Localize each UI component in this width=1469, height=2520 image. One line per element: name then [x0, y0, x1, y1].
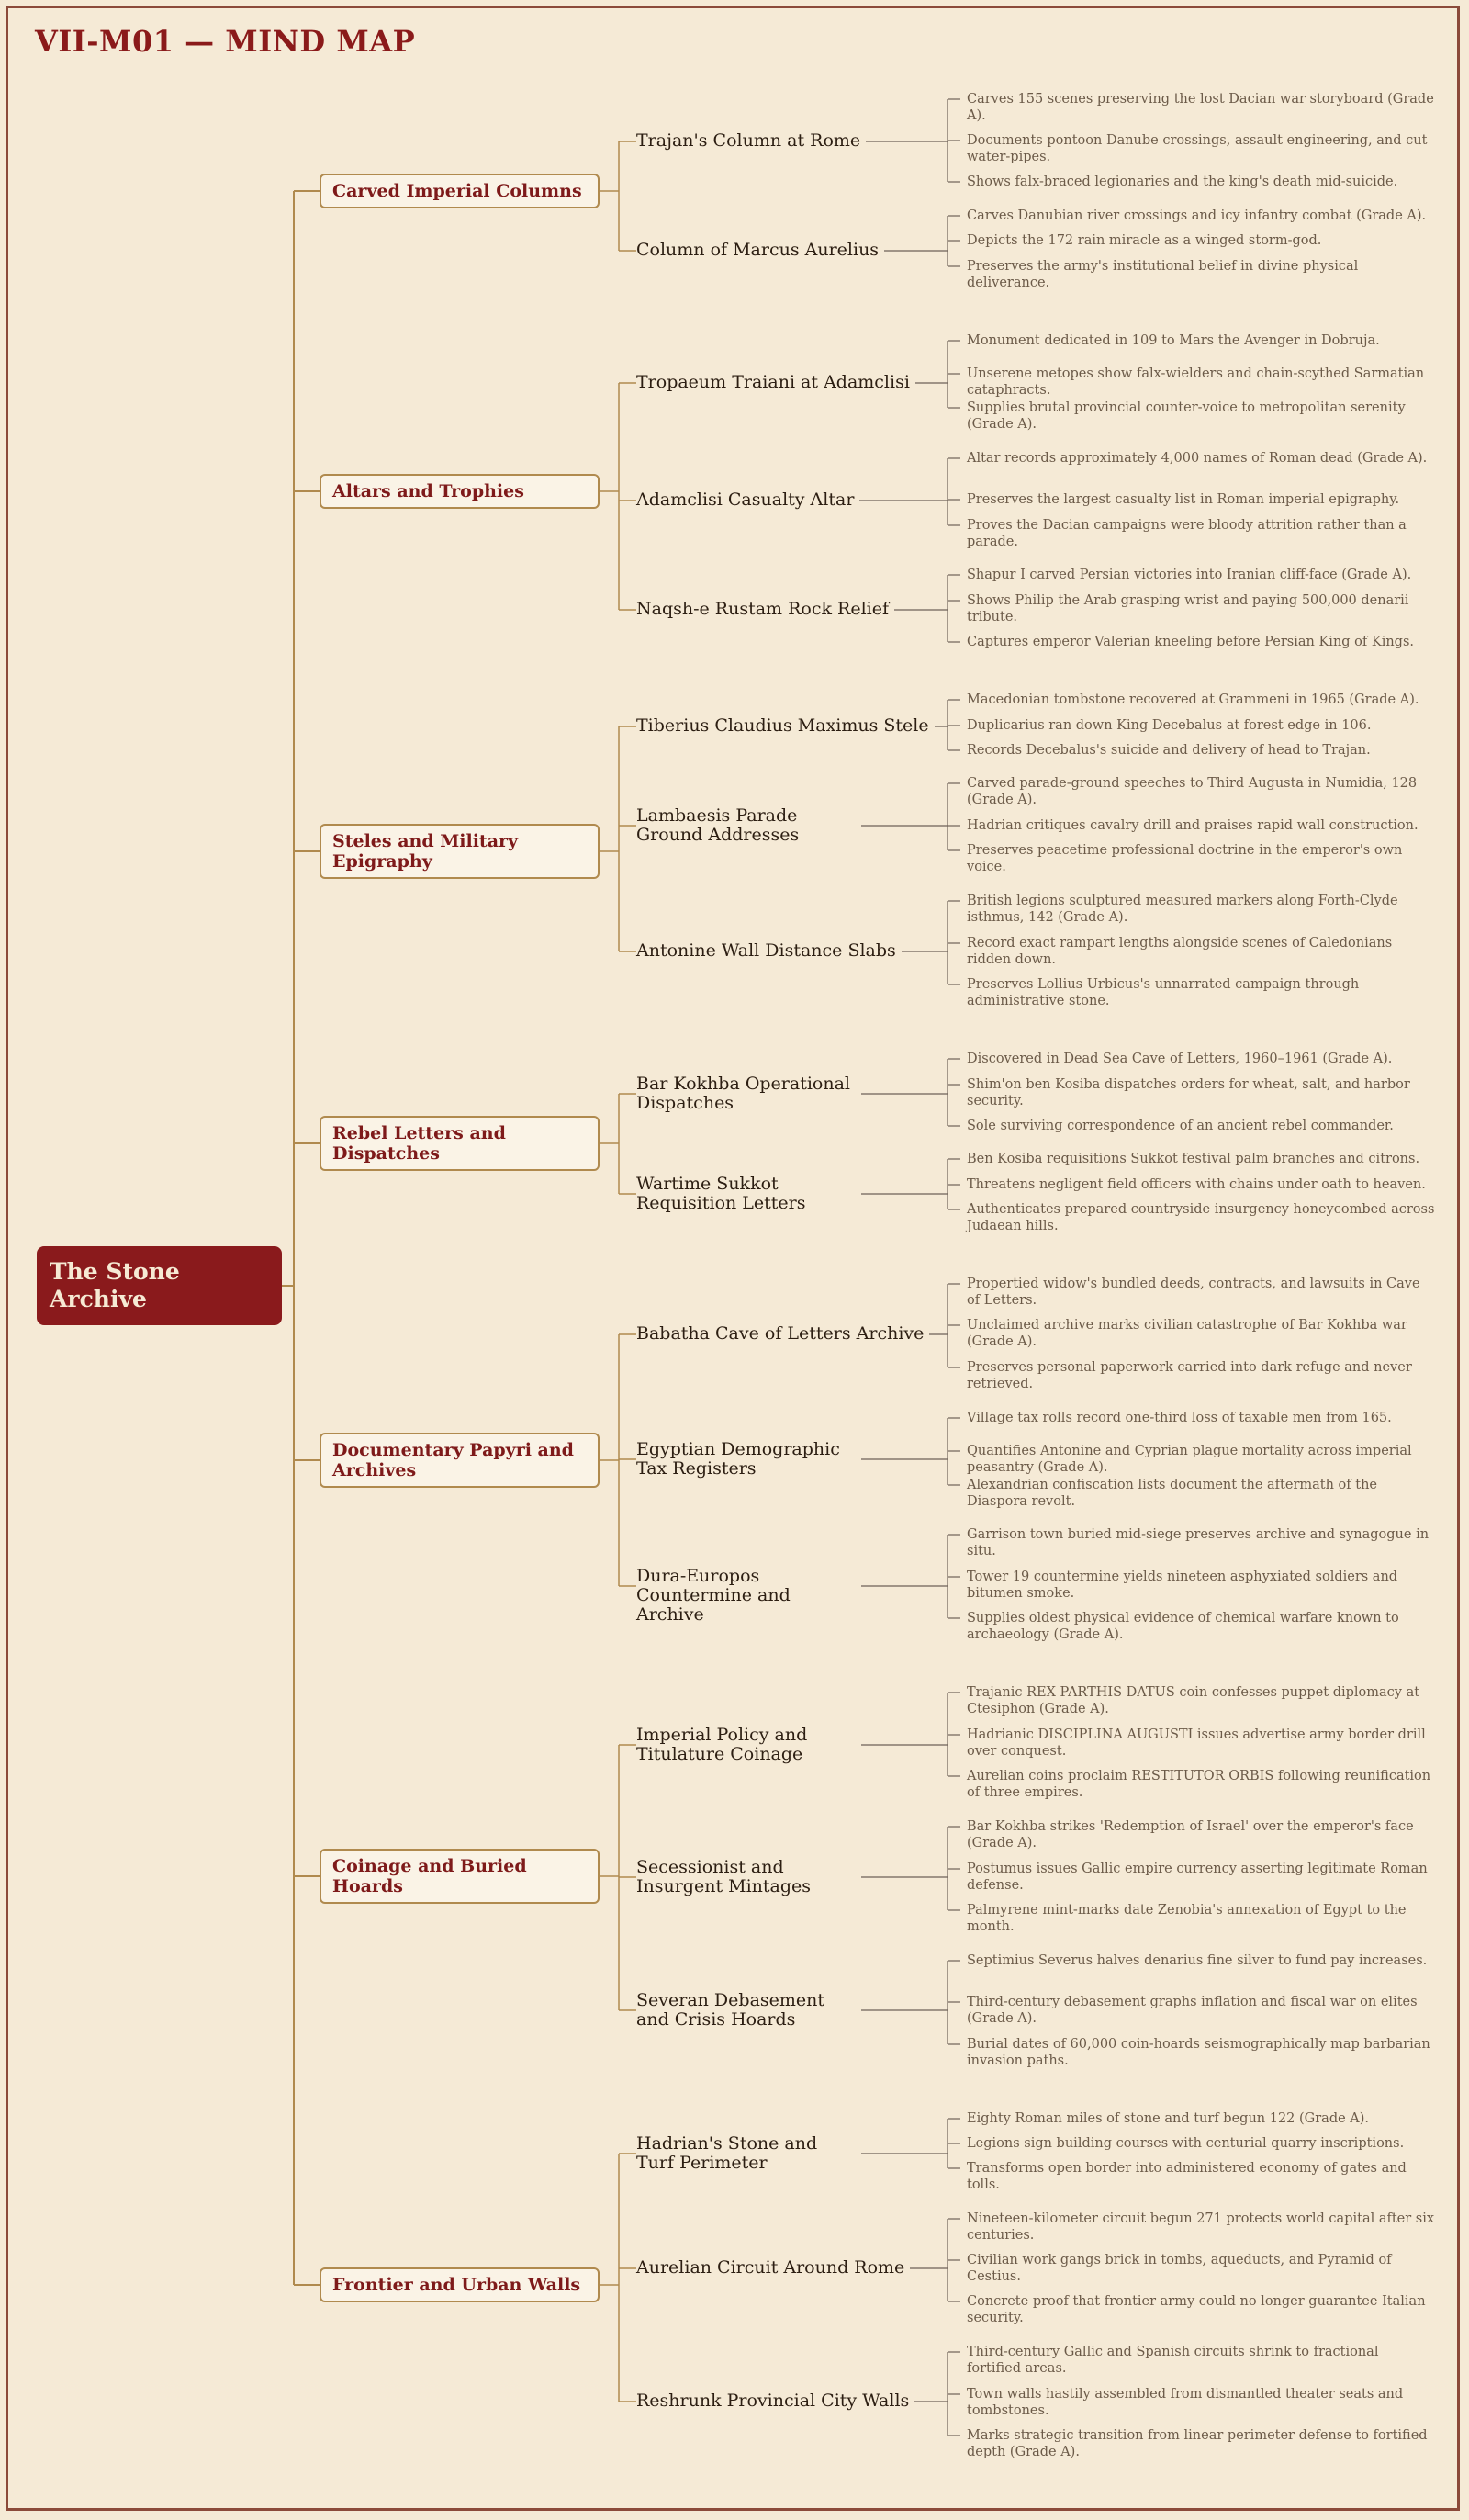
leaf-note: Discovered in Dead Sea Cave of Letters, 1960–1961 (Grade A).	[967, 1052, 1393, 1066]
leaf-note: Bar Kokhba strikes 'Redemption of Israel' over the emperor's face (Grade A).	[967, 1819, 1414, 1851]
topic-node	[636, 2134, 861, 2173]
leaf-note: Septimius Severus halves denarius fine silver to fund pay increases.	[967, 1953, 1428, 1968]
leaf-note: Marks strategic transition from linear perimeter defense to fortified depth (Grade A).	[967, 2428, 1428, 2459]
leaf-note: Carves 155 scenes preserving the lost Dacian war storyboard (Grade A).	[967, 92, 1434, 123]
topic-label: Bar Kokhba Operational Dispatches	[636, 1074, 861, 1113]
leaf-note: Aurelian coins proclaim RESTITUTOR ORBIS following reunification of three empires.	[967, 1769, 1431, 1800]
topic-node	[636, 941, 902, 961]
leaf-note: Carves Danubian river crossings and icy infantry combat (Grade A).	[967, 208, 1427, 223]
leaf-note: Authenticates prepared countryside insurgency honeycombed across Judaean hills.	[967, 1202, 1435, 1233]
leaf-note: Concrete proof that frontier army could no longer guarantee Italian security.	[967, 2294, 1426, 2325]
leaf-note: Altar records approximately 4,000 names of Roman dead (Grade A).	[967, 451, 1428, 466]
leaf-note: Palmyrene mint-marks date Zenobia's annexation of Egypt to the month.	[967, 1903, 1407, 1934]
leaf-note: Unclaimed archive marks civilian catastrophe of Bar Kokhba war (Grade A).	[967, 1318, 1407, 1349]
root-node: The Stone Archive	[37, 1246, 282, 1325]
topic-node	[636, 1567, 861, 1625]
category-node: Documentary Papyri and Archives	[320, 1433, 600, 1488]
topic-node	[636, 490, 859, 510]
leaf-note: Captures emperor Valerian kneeling before Persian King of Kings.	[967, 635, 1415, 649]
leaf-note: Preserves the largest casualty list in Roman imperial epigraphy.	[967, 492, 1400, 507]
page-title: VII-M01 — MIND MAP	[35, 24, 416, 59]
topic-label: Tiberius Claudius Maximus Stele	[636, 716, 935, 736]
topic-node	[636, 1726, 861, 1764]
topic-label: Lambaesis Parade Ground Addresses	[636, 806, 861, 845]
category-node: Coinage and Buried Hoards	[320, 1849, 600, 1904]
category-node: Altars and Trophies	[320, 474, 600, 509]
leaf-note: Preserves the army's institutional belief in divine physical deliverance.	[967, 259, 1359, 290]
leaf-note: Sole surviving correspondence of an ancient rebel commander.	[967, 1119, 1394, 1133]
leaf-note: Shows falx-braced legionaries and the king's death mid-suicide.	[967, 174, 1398, 189]
leaf-note: Shim'on ben Kosiba dispatches orders for wheat, salt, and harbor security.	[967, 1077, 1410, 1108]
topic-label: Secessionist and Insurgent Mintages	[636, 1858, 861, 1896]
leaf-note: British legions sculptured measured markers along Forth-Clyde isthmus, 142 (Grade A).	[967, 894, 1398, 925]
topic-node	[636, 373, 915, 392]
leaf-note: Legions sign building courses with centurial quarry inscriptions.	[967, 2136, 1405, 2151]
topic-label: Column of Marcus Aurelius	[636, 241, 884, 260]
topic-label: Aurelian Circuit Around Rome	[636, 2258, 910, 2278]
leaf-note: Unserene metopes show falx-wielders and chain-scythed Sarmatian cataphracts.	[967, 366, 1425, 398]
category-node: Carved Imperial Columns	[320, 174, 600, 208]
topic-label: Severan Debasement and Crisis Hoards	[636, 1991, 861, 2030]
leaf-note: Postumus issues Gallic empire currency asserting legitimate Roman defense.	[967, 1862, 1428, 1893]
topic-node	[636, 241, 884, 260]
leaf-note: Supplies oldest physical evidence of chemical warfare known to archaeology (Grade A).	[967, 1611, 1399, 1642]
leaf-note: Macedonian tombstone recovered at Grammeni in 1965 (Grade A).	[967, 692, 1419, 707]
leaf-note: Third-century Gallic and Spanish circuits shrink to fractional fortified areas.	[967, 2345, 1379, 2376]
leaf-note: Burial dates of 60,000 coin-hoards seismographically map barbarian invasion paths.	[967, 2037, 1430, 2068]
leaf-note: Quantifies Antonine and Cyprian plague mortality across imperial peasantry (Grade A).	[967, 1444, 1412, 1475]
leaf-note: Supplies brutal provincial counter-voice to metropolitan serenity (Grade A).	[967, 400, 1406, 432]
leaf-note: Eighty Roman miles of stone and turf begun 122 (Grade A).	[967, 2111, 1370, 2126]
topic-node	[636, 2391, 914, 2411]
leaf-note: Tower 19 countermine yields nineteen asphyxiated soldiers and bitumen smoke.	[967, 1569, 1398, 1601]
leaf-note: Documents pontoon Danube crossings, assault engineering, and cut water-pipes.	[967, 133, 1428, 164]
leaf-note: Hadrianic DISCIPLINA AUGUSTI issues advertise army border drill over conquest.	[967, 1727, 1426, 1759]
leaf-note: Transforms open border into administered economy of gates and tolls.	[967, 2161, 1407, 2192]
topic-label: Reshrunk Provincial City Walls	[636, 2391, 914, 2411]
leaf-note: Alexandrian confiscation lists document the aftermath of the Diaspora revolt.	[967, 1478, 1378, 1509]
topic-label: Imperial Policy and Titulature Coinage	[636, 1726, 861, 1764]
leaf-note: Trajanic REX PARTHIS DATUS coin confesses puppet diplomacy at Ctesiphon (Grade A).	[967, 1685, 1420, 1716]
leaf-note: Third-century debasement graphs inflation and fiscal war on elites (Grade A).	[967, 1995, 1418, 2026]
topic-label: Naqsh-e Rustam Rock Relief	[636, 600, 894, 619]
topic-node	[636, 1991, 861, 2030]
topic-node	[636, 600, 894, 619]
leaf-note: Proves the Dacian campaigns were bloody attrition rather than a parade.	[967, 518, 1407, 549]
category-node: Rebel Letters and Dispatches	[320, 1116, 600, 1171]
topic-node	[636, 1440, 861, 1479]
leaf-note: Propertied widow's bundled deeds, contracts, and lawsuits in Cave of Letters.	[967, 1277, 1420, 1308]
leaf-note: Preserves peacetime professional doctrine in the emperor's own voice.	[967, 843, 1403, 874]
leaf-note: Preserves personal paperwork carried into dark refuge and never retrieved.	[967, 1360, 1412, 1391]
leaf-note: Nineteen-kilometer circuit begun 271 protects world capital after six centuries.	[967, 2211, 1435, 2243]
leaf-note: Garrison town buried mid-siege preserves archive and synagogue in situ.	[967, 1527, 1430, 1558]
leaf-note: Hadrian critiques cavalry drill and praises rapid wall construction.	[967, 818, 1419, 833]
topic-label: Antonine Wall Distance Slabs	[636, 941, 902, 961]
topic-label: Adamclisi Casualty Altar	[636, 490, 859, 510]
topic-label: Babatha Cave of Letters Archive	[636, 1324, 929, 1344]
leaf-note: Town walls hastily assembled from dismantled theater seats and tombstones.	[967, 2387, 1404, 2418]
leaf-note: Village tax rolls record one-third loss of taxable men from 165.	[967, 1411, 1392, 1425]
topic-node	[636, 1324, 929, 1344]
topic-label: Trajan's Column at Rome	[636, 131, 866, 151]
leaf-note: Ben Kosiba requisitions Sukkot festival palm branches and citrons.	[967, 1152, 1420, 1166]
topic-node	[636, 716, 935, 736]
topic-node	[636, 1074, 861, 1113]
leaf-note: Shapur I carved Persian victories into Iranian cliff-face (Grade A).	[967, 568, 1412, 582]
leaf-note: Record exact rampart lengths alongside scenes of Caledonians ridden down.	[967, 936, 1393, 967]
topic-node	[636, 131, 866, 151]
topic-label: Wartime Sukkot Requisition Letters	[636, 1175, 861, 1213]
leaf-note: Shows Philip the Arab grasping wrist and paying 500,000 denarii tribute.	[967, 593, 1409, 624]
leaf-note: Preserves Lollius Urbicus's unnarrated campaign through administrative stone.	[967, 977, 1360, 1008]
topic-label: Egyptian Demographic Tax Registers	[636, 1440, 861, 1479]
topic-label: Hadrian's Stone and Turf Perimeter	[636, 2134, 861, 2173]
topic-node	[636, 806, 861, 845]
topic-label: Tropaeum Traiani at Adamclisi	[636, 373, 915, 392]
topic-node	[636, 2258, 910, 2278]
topic-node	[636, 1175, 861, 1213]
topic-label: Dura-Europos Countermine and Archive	[636, 1567, 861, 1625]
leaf-note: Carved parade-ground speeches to Third Augusta in Numidia, 128 (Grade A).	[967, 776, 1418, 807]
leaf-note: Duplicarius ran down King Decebalus at forest edge in 106.	[967, 718, 1372, 733]
category-node: Frontier and Urban Walls	[320, 2267, 600, 2302]
topic-node	[636, 1858, 861, 1896]
leaf-note: Threatens negligent field officers with chains under oath to heaven.	[967, 1177, 1426, 1192]
leaf-note: Depicts the 172 rain miracle as a winged storm-god.	[967, 233, 1322, 248]
leaf-note: Civilian work gangs brick in tombs, aqueducts, and Pyramid of Cestius.	[967, 2253, 1392, 2284]
category-node: Steles and Military Epigraphy	[320, 824, 600, 879]
leaf-note: Records Decebalus's suicide and delivery of head to Trajan.	[967, 743, 1371, 758]
leaf-note: Monument dedicated in 109 to Mars the Avenger in Dobruja.	[967, 333, 1380, 348]
